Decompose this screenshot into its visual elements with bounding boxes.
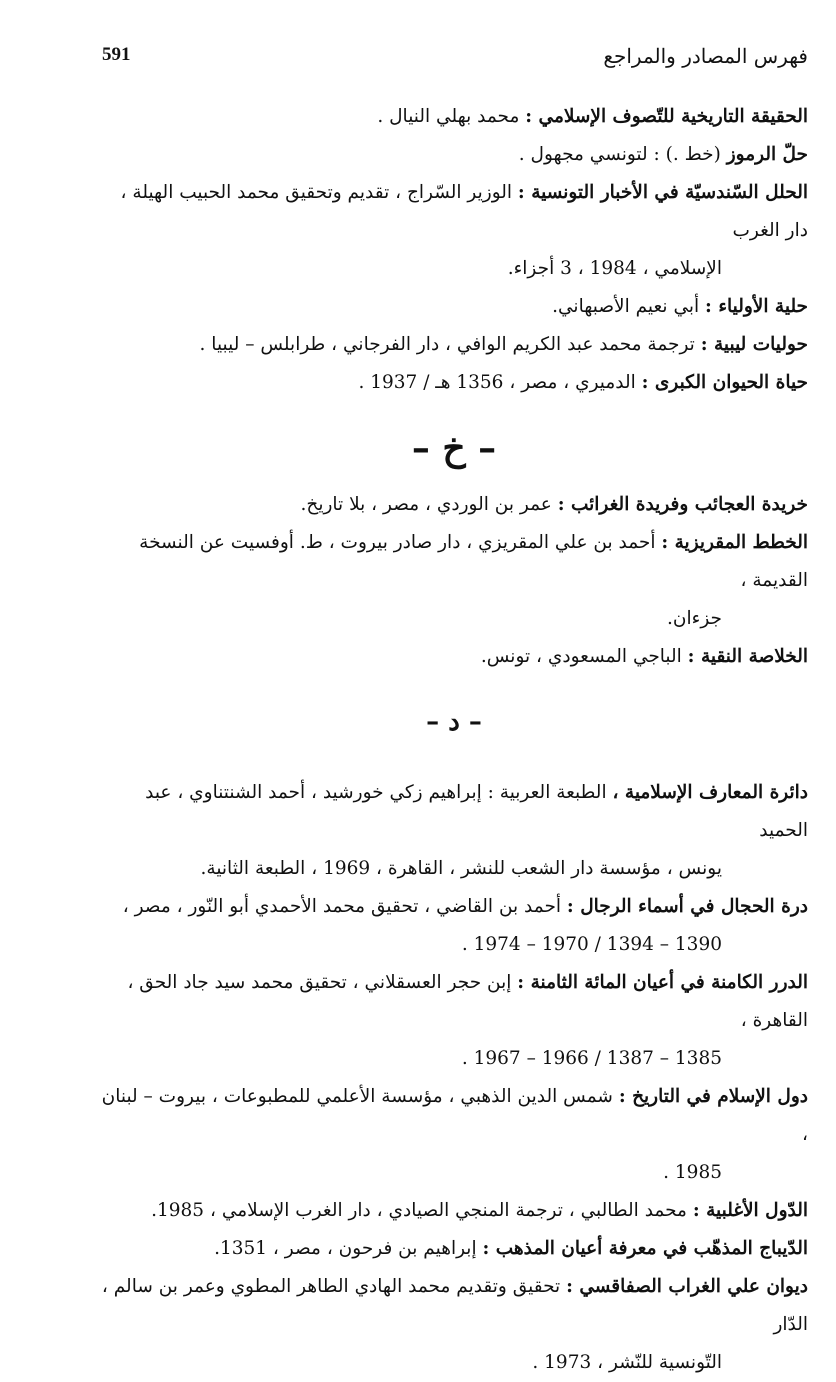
section-kh [100, 486, 808, 676]
bib-entry [100, 774, 808, 888]
entry-title: حلية الأولياء : [705, 296, 808, 317]
entry-title: دول الإسلام في التاريخ : [618, 1086, 808, 1107]
page-number: 591 [102, 44, 131, 65]
section-h [100, 98, 808, 402]
entry-text: إبراهيم بن فرحون ، مصر ، 1351. [214, 1238, 483, 1259]
bib-entry [100, 964, 808, 1078]
entry-title: درة الحجال في أسماء الرجال : [566, 896, 808, 917]
entry-text: أحمد بن علي المقريزي ، دار صادر بيروت ، ط. أوفسيت عن النسخة القديمة ، [139, 532, 808, 591]
running-title: فهرس المصادر والمراجع [603, 44, 808, 68]
entry-text: تحقيق وتقديم محمد الهادي الطاهر المطوي وعمر بن سالم ، الدّار [101, 1276, 808, 1335]
bib-entry [100, 98, 808, 136]
bib-entry [100, 1268, 808, 1382]
bib-entry [100, 1192, 808, 1230]
entry-text: الباجي المسعودي ، تونس. [480, 646, 688, 667]
section-heading-d: – د – [426, 707, 482, 737]
entry-text: عمر بن الوردي ، مصر ، بلا تاريخ. [300, 494, 558, 515]
entry-text: محمد الطالبي ، ترجمة المنجي الصيادي ، دار الغرب الإسلامي ، 1985. [151, 1200, 693, 1221]
bib-entry [100, 486, 808, 524]
entry-continuation: التّونسية للنّشر ، 1973 . [532, 1352, 722, 1373]
bib-entry [100, 174, 808, 288]
entry-continuation: الإسلامي ، 1984 ، 3 أجزاء. [507, 258, 722, 279]
entry-continuation: 1390 – 1394 / 1970 – 1974 . [461, 934, 722, 955]
bibliography-content [100, 98, 808, 1382]
entry-text: أحمد بن القاضي ، تحقيق محمد الأحمدي أبو النّور ، مصر ، [122, 896, 567, 917]
bib-entry [100, 136, 808, 174]
entry-title: الحقيقة التاريخية للتّصوف الإسلامي : [525, 106, 808, 127]
entry-continuation: 1385 – 1387 / 1966 – 1967 . [461, 1048, 722, 1069]
spacer [100, 760, 808, 774]
entry-title: الدّيباج المذهّب في معرفة أعيان المذهب : [482, 1238, 808, 1259]
entry-text: شمس الدين الذهبي ، مؤسسة الأعلمي للمطبوعات ، بيروت – لبنان ، [101, 1086, 808, 1145]
bib-entry [100, 364, 808, 402]
bib-entry [100, 638, 808, 676]
entry-text: إبن حجر العسقلاني ، تحقيق محمد سيد جاد الحق ، القاهرة ، [127, 972, 808, 1031]
entry-title: الحلل السّندسيّة في الأخبار التونسية : [517, 182, 808, 203]
entry-text: محمد بهلي النيال . [377, 106, 526, 127]
entry-title: الخطط المقريزية : [661, 532, 808, 553]
entry-text: الدميري ، مصر ، 1356 هـ / 1937 . [358, 372, 642, 393]
entry-title: الخلاصة النقية : [687, 646, 808, 667]
entry-continuation: جزءان. [667, 608, 722, 629]
bib-entry [100, 888, 808, 964]
entry-title: الدّول الأغلبية : [692, 1200, 808, 1221]
bib-entry [100, 1078, 808, 1192]
section-heading-kh: – خ – [411, 427, 497, 469]
entry-title: حوليات ليبية : [700, 334, 808, 355]
entry-title: خريدة العجائب وفريدة الغرائب : [557, 494, 808, 515]
entry-text: ترجمة محمد عبد الكريم الوافي ، دار الفرجاني ، طرابلس – ليبيا . [199, 334, 701, 355]
bib-entry [100, 524, 808, 638]
entry-title: الدرر الكامنة في أعيان المائة الثامنة : [517, 972, 808, 993]
entry-title: ديوان علي الغراب الصفاقسي : [566, 1276, 808, 1297]
bib-entry [100, 326, 808, 364]
entry-text: (خط .) : لتونسي مجهول . [518, 144, 727, 165]
entry-continuation: 1985 . [663, 1162, 722, 1183]
entry-text: الطبعة العربية : إبراهيم زكي خورشيد ، أحمد الشنتناوي ، عبد الحميد [145, 782, 808, 841]
entry-title: حياة الحيوان الكبرى : [641, 372, 808, 393]
entry-title: حلّ الرموز [726, 144, 808, 165]
entry-continuation: يونس ، مؤسسة دار الشعب للنشر ، القاهرة ، 1969 ، الطبعة الثانية. [200, 858, 722, 879]
page-header [102, 44, 808, 78]
bib-entry [100, 288, 808, 326]
section-d [100, 774, 808, 1382]
entry-text: أبي نعيم الأصبهاني. [552, 296, 706, 317]
bib-entry [100, 1230, 808, 1268]
entry-text: الوزير السّراج ، تقديم وتحقيق محمد الحبيب الهيلة ، دار الغرب [120, 182, 808, 241]
entry-title: دائرة المعارف الإسلامية ، [612, 782, 808, 803]
